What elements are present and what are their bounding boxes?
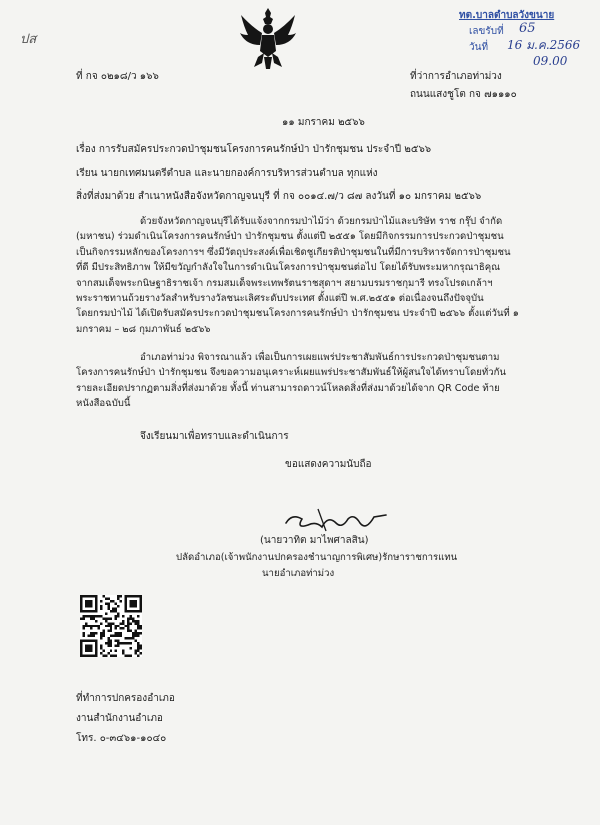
- paragraph-line: รายละเอียดปรากฏตามสิ่งที่ส่งมาด้วย ทั้งนี้ ท่านสามารถดาวน์โหลดสิ่งที่ส่งมาด้วยได้จาก QR Code ท้าย: [76, 382, 500, 394]
- office-address-line1: ที่ว่าการอำเภอท่าม่วง: [410, 71, 502, 82]
- stamp-date-value: 16 ม.ค.2566: [507, 38, 581, 52]
- paragraph-line: ด้วยจังหวัดกาญจนบุรีได้รับแจ้งจากกรมป่าไม้ว่า ด้วยกรมป่าไม้และบริษัท ราช กรุ๊ป จำกัด: [140, 216, 503, 227]
- subject-line: เรื่อง การรับสมัครประกวดป่าชุมชนโครงการคนรักษ์ป่า ป่ารักชุมชน ประจำปี ๒๕๖๖: [76, 144, 432, 155]
- office-address-line2: ถนนแสงชูโต กจ ๗๑๑๑๐: [410, 89, 517, 100]
- footer-section: งานสำนักงานอำเภอ: [76, 713, 163, 724]
- document-date: ๑๑ มกราคม ๒๕๖๖: [282, 117, 365, 128]
- signer-title: ปลัดอำเภอ(เจ้าพนักงานปกครองชำนาญการพิเศษ)รักษาราชการแทน: [176, 552, 458, 563]
- signer-name: (นายวาทิต มาไพศาลสิน): [260, 535, 369, 546]
- paragraph-line: โครงการคนรักษ์ป่า ป่ารักชุมชน จึงขอความอนุเคราะห์เผยแพร่ประชาสัมพันธ์ให้ผู้สนใจได้ทราบโดยทั่วกัน: [76, 367, 506, 379]
- stamp-time-value: 09.00: [533, 54, 568, 68]
- paragraph-line: โดยกรมป่าไม้ ได้เปิดรับสมัครประกวดป่าชุมชนโครงการคนรักษ์ป่า ป่ารักชุมชน ประจำปี ๒๕๖๖ ตั้งแต่วันที่ ๑: [76, 308, 519, 320]
- paragraph-line: พระราชทานถ้วยรางวัลสำหรับรางวัลชนะเลิศระดับประเทศ ตั้งแต่ปี พ.ศ.๒๕๕๑ ต่อเนื่องจนถึงปัจจุบัน: [76, 293, 484, 305]
- paragraph-line: จากสมเด็จพระกนิษฐาธิราชเจ้า กรมสมเด็จพระเทพรัตนราชสุดาฯ สยามบรมราชกุมารี ทรงโปรดเกล้าฯ: [76, 277, 493, 289]
- body-paragraph-1: [76, 214, 528, 337]
- stamp-date-label: วันที่: [469, 42, 489, 53]
- body-paragraph-2: [76, 350, 528, 412]
- document-number: ที่ กจ ๐๒๑๘/ว ๑๖๖: [76, 71, 159, 82]
- paragraph-line: อำเภอท่าม่วง พิจารณาแล้ว เพื่อเป็นการเผยแพร่ประชาสัมพันธ์การประกวดป่าชุมชนตาม: [140, 352, 500, 363]
- qr-code-icon: [80, 595, 142, 657]
- recipient-line: เรียน นายกเทศมนตรีตำบล และนายกองค์การบริหารส่วนตำบล ทุกแห่ง: [76, 168, 378, 179]
- paragraph-line: มกราคม – ๒๘ กุมภาพันธ์ ๒๕๖๖: [76, 323, 211, 335]
- margin-handwritten-note: ปส: [20, 32, 37, 47]
- footer-phone: โทร. ๐-๓๔๖๑-๑๐๔๐: [76, 733, 167, 744]
- garuda-emblem-icon: [238, 5, 298, 71]
- footer-office: ที่ทำการปกครองอำเภอ: [76, 693, 175, 704]
- stamp-org: ทต.บาลตำบลวังขนาย: [459, 10, 555, 21]
- attachment-line: สิ่งที่ส่งมาด้วย สำเนาหนังสือจังหวัดกาญจนบุรี ที่ กจ ๐๐๑๔.๗/ว ๘๗ ลงวันที่ ๑๐ มกราคม ๒๕๖๖: [76, 191, 482, 202]
- signature-icon: [282, 505, 392, 535]
- paragraph-line: (มหาชน) ร่วมดำเนินโครงการคนรักษ์ป่า ป่ารักชุมชน ตั้งแต่ปี ๒๕๕๑ โดยมีกิจกรรมการประกวดป่าชุมชน: [76, 231, 504, 243]
- signer-title-acting: นายอำเภอท่าม่วง: [262, 568, 335, 579]
- paragraph-line: ที่ดี มีประสิทธิภาพ ให้มีขวัญกำลังใจในการดำเนินโครงการป่าชุมชนต่อไป โดยได้รับพระมหากรุณาธิคุณ: [76, 262, 501, 274]
- closing-salutation: ขอแสดงความนับถือ: [285, 459, 372, 470]
- stamp-receive-number: 65: [519, 21, 536, 36]
- paragraph-line: เป็นกิจกรรมหลักของโครงการฯ ซึ่งมีวัตถุประสงค์เพื่อเชิดชูเกียรติป่าชุมชนในที่มีการบริหารจัดการป่าชุมชน: [76, 246, 511, 258]
- paragraph-line: หนังสือฉบับนี้: [76, 398, 131, 410]
- stamp-receive-label: เลขรับที่: [469, 26, 504, 37]
- receipt-stamp: [455, 6, 590, 70]
- closing-request: จึงเรียนมาเพื่อทราบและดำเนินการ: [140, 431, 289, 442]
